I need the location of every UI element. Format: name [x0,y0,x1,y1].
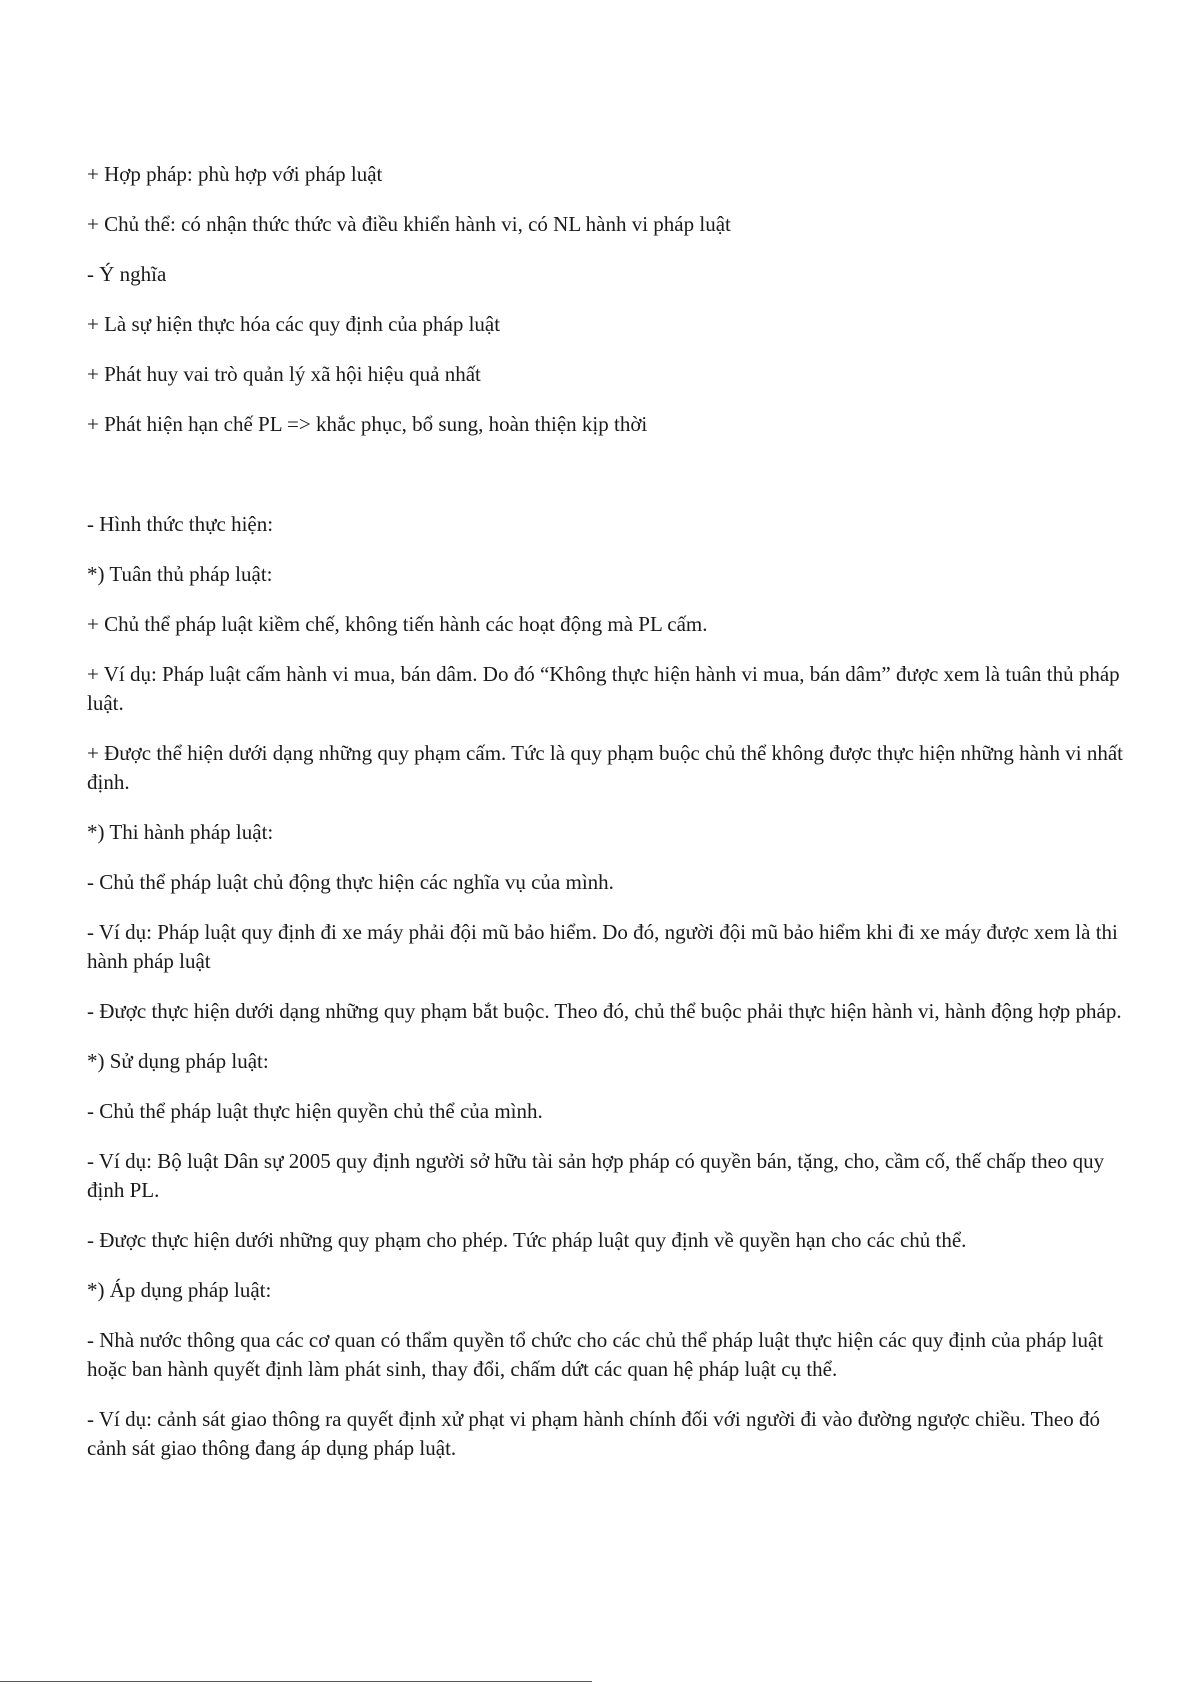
paragraph: + Hợp pháp: phù hợp với pháp luật [87,162,383,186]
subsection-heading: *) Sử dụng pháp luật: [87,1049,269,1073]
subsection-heading: *) Áp dụng pháp luật: [87,1278,272,1302]
paragraph: + Chủ thể: có nhận thức thức và điều khiển hành vi, có NL hành vi pháp luật [87,212,731,236]
paragraph: - Ví dụ: Pháp luật quy định đi xe máy phải đội mũ bảo hiểm. Do đó, người đội mũ bảo hiểm khi đi xe máy được xem là thi hành pháp luật [87,920,1118,973]
paragraph: - Ví dụ: Bộ luật Dân sự 2005 quy định người sở hữu tài sản hợp pháp có quyền bán, tặng, cho, cầm cố, thế chấp theo quy định PL. [87,1149,1105,1202]
paragraph: - Ví dụ: cảnh sát giao thông ra quyết định xử phạt vi phạm hành chính đối với người đi vào đường ngược chiều. Theo đó cảnh sát giao thông đang áp dụng pháp luật. [87,1407,1101,1460]
paragraph: - Chủ thể pháp luật chủ động thực hiện các nghĩa vụ của mình. [87,870,614,894]
subsection-heading: *) Thi hành pháp luật: [87,820,274,844]
paragraph: + Chủ thể pháp luật kiềm chế, không tiến hành các hoạt động mà PL cấm. [87,612,708,636]
paragraph: - Được thực hiện dưới những quy phạm cho phép. Tức pháp luật quy định về quyền hạn cho các chủ thể. [87,1228,967,1252]
paragraph: - Được thực hiện dưới dạng những quy phạm bắt buộc. Theo đó, chủ thể buộc phải thực hiện hành vi, hành động hợp pháp. [87,999,1122,1023]
paragraph: + Phát huy vai trò quản lý xã hội hiệu quả nhất [87,362,481,386]
paragraph: + Phát hiện hạn chế PL => khắc phục, bổ sung, hoàn thiện kịp thời [87,412,648,436]
paragraph: - Nhà nước thông qua các cơ quan có thẩm quyền tổ chức cho các chủ thể pháp luật thực hiện các quy định của pháp luật hoặc ban hành quyết định làm phát sinh, thay đổi, chấm dứt các quan hệ pháp luật cụ thể. [87,1328,1104,1381]
footer-divider [0,1681,592,1682]
paragraph: + Là sự hiện thực hóa các quy định của pháp luật [87,312,501,336]
paragraph: - Ý nghĩa [87,262,167,286]
paragraph: + Được thể hiện dưới dạng những quy phạm cấm. Tức là quy phạm buộc chủ thể không được thực hiện những hành vi nhất định. [87,741,1123,794]
paragraph: + Ví dụ: Pháp luật cấm hành vi mua, bán dâm. Do đó “Không thực hiện hành vi mua, bán dâm” được xem là tuân thủ pháp luật. [87,662,1120,715]
subsection-heading: *) Tuân thủ pháp luật: [87,562,273,586]
section-heading: - Hình thức thực hiện: [87,512,274,536]
paragraph: - Chủ thể pháp luật thực hiện quyền chủ thể của mình. [87,1099,543,1123]
document-body [87,160,1127,1484]
